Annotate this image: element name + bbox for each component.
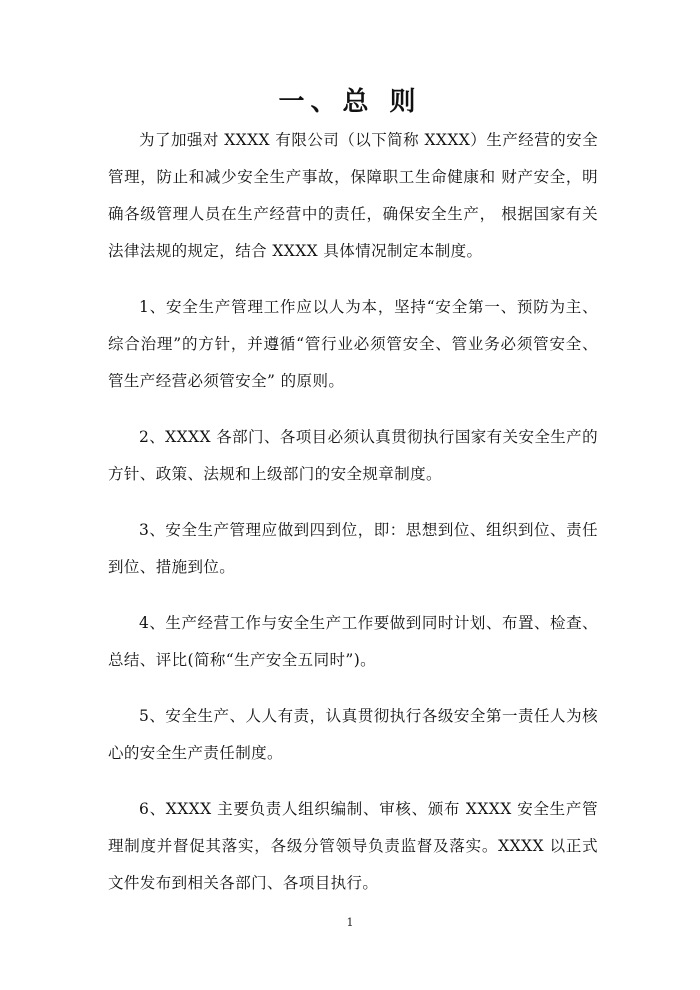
- clause-4-paragraph: 4、生产经营工作与安全生产工作要做到同时计划、布置、检查、总结、评比(简称“生产安全五同时”)。: [108, 614, 598, 669]
- page-title: 一、总 则: [278, 87, 422, 117]
- intro-paragraph: 为了加强对 XXXX 有限公司（以下简称 XXXX）生产经营的安全管理，防止和减少安全生产事故，保障职工生命健康和 财产安全，明确各级管理人员在生产经营中的责任，确保安全生产， 根据国家有关法律法规的规定，结合 XXXX 具体情况制定本制度。: [108, 131, 598, 260]
- clause-1-paragraph: 1、安全生产管理工作应以人为本，坚持“安全第一、预防为主、综合治理”的方针，并遵循“管行业必须管安全、管业务必须管安全、管生产经营必须管安全” 的原则。: [108, 298, 598, 390]
- page-number: 1: [346, 916, 354, 929]
- clause-5-paragraph: 5、安全生产、人人有责，认真贯彻执行各级安全第一责任人为核心的安全生产责任制度。: [108, 707, 598, 762]
- clause-2-paragraph: 2、XXXX 各部门、各项目必须认真贯彻执行国家有关安全生产的方针、政策、法规和上级部门的安全规章制度。: [108, 428, 598, 483]
- clause-6-paragraph: 6、XXXX 主要负责人组织编制、审核、颁布 XXXX 安全生产管理制度并督促其落实，各级分管领导负责监督及落实。XXXX 以正式文件发布到相关各部门、各项目执行。: [108, 800, 598, 892]
- document-body: [108, 122, 598, 921]
- clause-3-paragraph: 3、安全生产管理应做到四到位，即：思想到位、组织到位、责任到位、措施到位。: [108, 521, 598, 576]
